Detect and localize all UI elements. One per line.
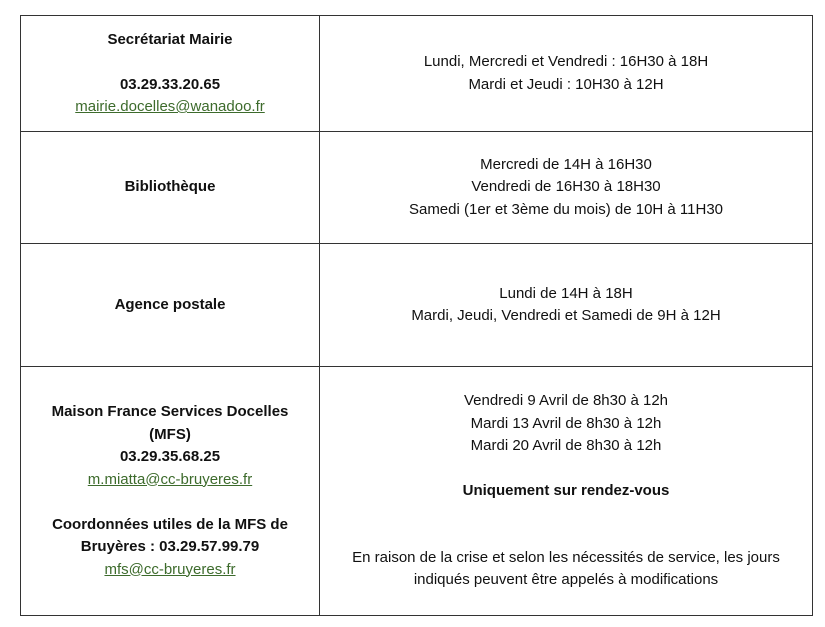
contact-info: Bruyères : 03.29.57.99.79 — [80, 538, 260, 555]
hours-line: Mercredi de 14H à 16H30 — [480, 155, 652, 173]
service-name: Maison France Services Docelles — [51, 403, 289, 420]
hours-cell — [320, 244, 813, 367]
email-link[interactable]: m.miatta@cc-bruyeres.fr — [87, 470, 253, 488]
hours-line: Lundi, Mercredi et Vendredi : 16H30 à 18H — [423, 53, 709, 70]
hours-line: Mardi 13 Avril de 8h30 à 12h — [470, 414, 662, 432]
service-name: Agence postale — [114, 295, 226, 313]
table-row — [21, 367, 813, 616]
table-row — [21, 132, 813, 244]
hours-line: Mardi et Jeudi : 10H30 à 12H — [468, 75, 664, 93]
hours-cell — [320, 132, 813, 244]
service-cell — [21, 16, 320, 132]
hours-line: Mardi, Jeudi, Vendredi et Samedi de 9H à 12H — [411, 307, 721, 324]
email-link[interactable]: mfs@cc-bruyeres.fr — [104, 560, 236, 578]
service-name: Secrétariat Mairie — [107, 30, 233, 48]
hours-cell — [320, 367, 813, 616]
hours-line: Samedi (1er et 3ème du mois) de 10H à 11H30 — [408, 200, 724, 218]
info-note: En raison de la crise et selon les nécessités de service, les jours — [352, 548, 780, 566]
opening-hours-table — [20, 15, 813, 616]
hours-cell — [320, 16, 813, 132]
hours-line: Mardi 20 Avril de 8h30 à 12h — [470, 437, 662, 455]
contact-info: Coordonnées utiles de la MFS de — [52, 515, 288, 533]
service-name: Bibliothèque — [124, 178, 216, 196]
service-name: (MFS) — [149, 425, 191, 443]
hours-line: Vendredi de 16H30 à 18H30 — [471, 178, 661, 196]
hours-line: Vendredi 9 Avril de 8h30 à 12h — [463, 392, 669, 410]
service-cell — [21, 132, 320, 244]
service-cell — [21, 367, 320, 616]
service-cell — [21, 244, 320, 367]
table-row — [21, 16, 813, 132]
table-row — [21, 244, 813, 367]
email-link[interactable]: mairie.docelles@wanadoo.fr — [75, 98, 265, 115]
phone-number: 03.29.35.68.25 — [119, 448, 221, 465]
info-note: indiqués peuvent être appelés à modifications — [413, 571, 719, 589]
phone-number: 03.29.33.20.65 — [119, 75, 221, 93]
hours-line: Lundi de 14H à 18H — [499, 284, 633, 302]
appointment-note: Uniquement sur rendez-vous — [462, 482, 670, 500]
